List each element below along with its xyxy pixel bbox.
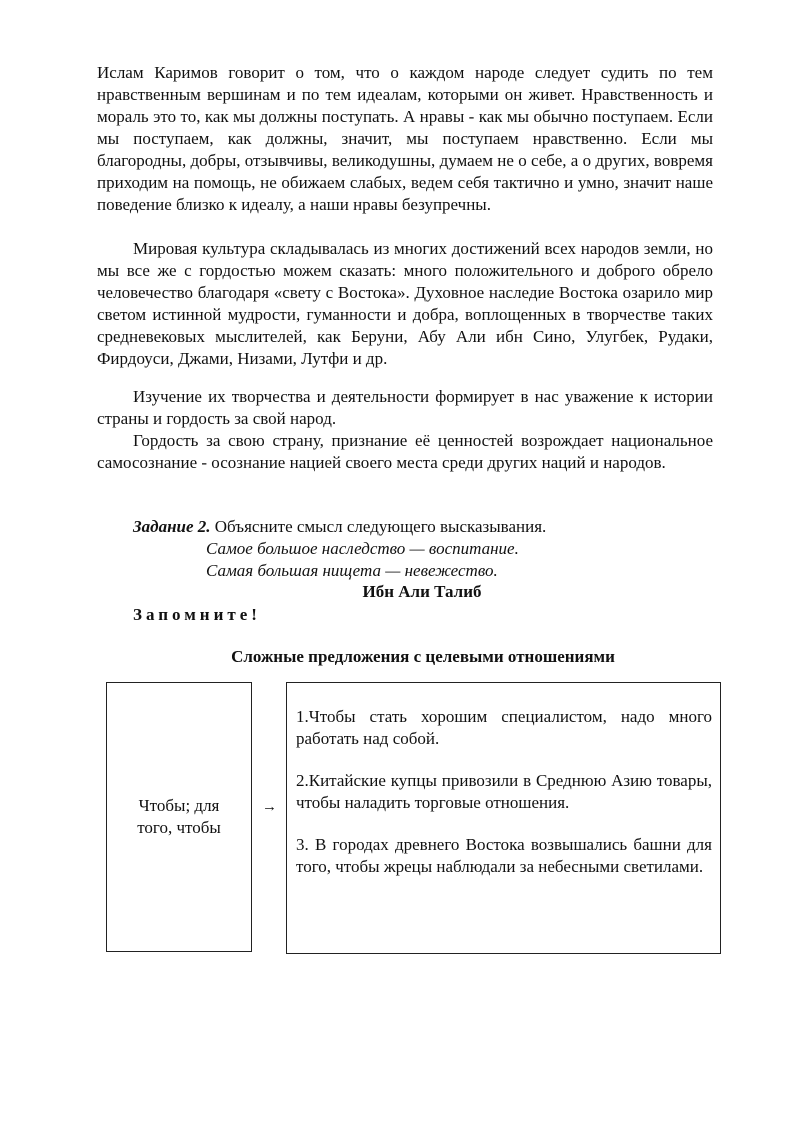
remember-heading: Запомните! bbox=[133, 605, 261, 624]
quote-line-2: Самая большая нищета — невежество. bbox=[206, 561, 498, 580]
arrow-right-icon: → bbox=[262, 799, 277, 815]
conjunctions-text: Чтобы; для того, чтобы bbox=[137, 796, 221, 837]
example-item: 3. В городах древнего Востока возвышались башни для того, чтобы жрецы наблюдали за небесными светилами. bbox=[296, 835, 712, 876]
task-text: Объясните смысл следующего высказывания. bbox=[210, 517, 547, 536]
paragraph-karimov: Ислам Каримов говорит о том, что о каждом народе следует судить по тем нравственным вершинам и по тем идеалам, которыми он живет. Нравственность и мораль это то, как мы должны поступать. А нравы - как мы обычно поступаем. Если мы поступаем, как должны, значит, мы поступаем нравственно. Если мы благородны, добры, отзывчивы, великодушны, думаем не о себе, а о других, вовремя приходим на помощь, не обижаем слабых, ведем себя тактично и умно, значит наше поведение близко к идеалу, а наши нравы безупречны. bbox=[97, 63, 713, 214]
paragraph-pride: Гордость за свою страну, признание её ценностей возрождает национальное самосознание - осознание нацией своего места среди других наций и народов. bbox=[97, 431, 713, 472]
task-2 bbox=[133, 516, 546, 538]
paragraph-study: Изучение их творчества и деятельности формирует в нас уважение к истории страны и гордость за свой народ. bbox=[97, 387, 713, 428]
section-heading: Сложные предложения с целевыми отношениями bbox=[231, 647, 615, 666]
example-item: 1.Чтобы стать хорошим специалистом, надо много работать над собой. bbox=[296, 707, 712, 748]
task-label: Задание 2. bbox=[133, 517, 211, 536]
quote-line-1: Самое большое наследство — воспитание. bbox=[206, 539, 519, 558]
paragraph-world-culture: Мировая культура складывалась из многих достижений всех народов земли, но мы все же с гордостью можем сказать: много положительного и доброго обрело человечество благодаря «свету с Востока». Духовное наследие Востока озарило мир светом истинной мудрости, гуманности и добра, воплощенных в творчестве таких средневековых мыслителей, как Беруни, Абу Али ибн Сино, Улугбек, Рудаки, Фирдоуси, Джами, Низами, Лутфи и др. bbox=[97, 239, 713, 368]
examples-box bbox=[286, 682, 721, 954]
example-item: 2.Китайские купцы привозили в Среднюю Азию товары, чтобы наладить торговые отношения. bbox=[296, 771, 712, 812]
quote-author: Ибн Али Талиб bbox=[362, 582, 482, 601]
conjunctions-box bbox=[106, 682, 252, 952]
